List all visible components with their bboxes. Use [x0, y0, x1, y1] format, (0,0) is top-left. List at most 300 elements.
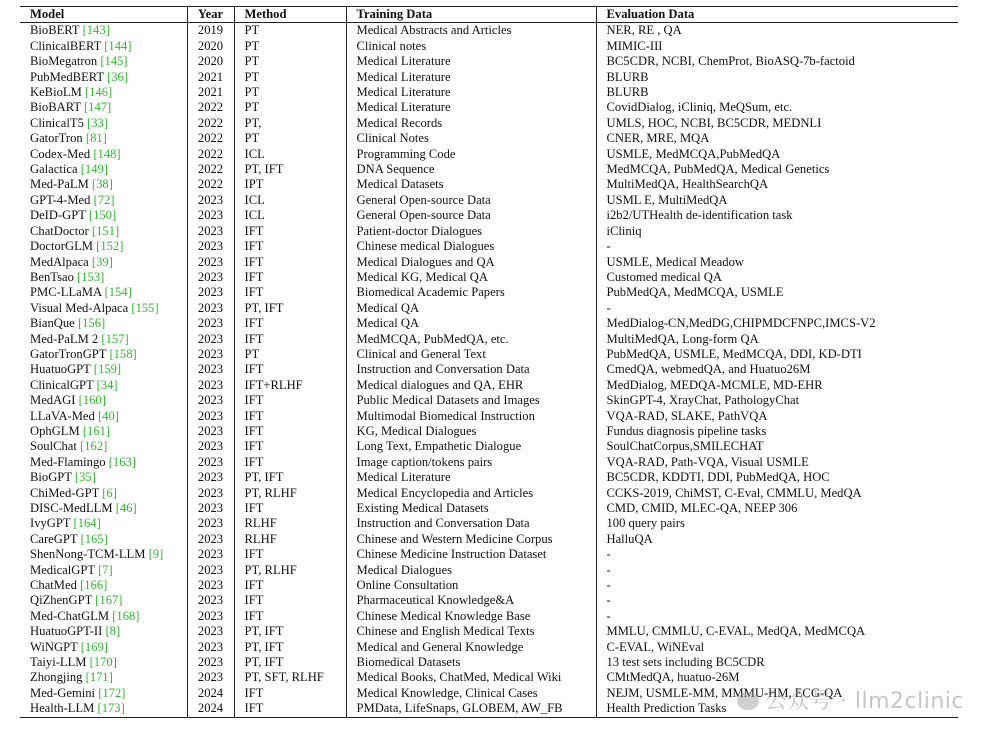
model-name: Med-PaLM 2	[30, 331, 99, 346]
cell-year: 2023	[187, 516, 234, 531]
cell-year: 2023	[187, 670, 234, 685]
cell-year: 2023	[187, 624, 234, 639]
cell-training: Chinese and English Medical Texts	[346, 624, 596, 639]
table-row	[20, 332, 958, 347]
cell-model	[20, 285, 187, 300]
cell-method: ICL	[234, 193, 346, 208]
cell-training: Multimodal Biomedical Instruction	[346, 409, 596, 424]
wechat-icon	[737, 692, 759, 710]
cell-year: 2023	[187, 532, 234, 547]
cell-method: IFT	[234, 224, 346, 239]
cell-training: Existing Medical Datasets	[346, 501, 596, 516]
cell-evaluation: MultiMedQA, Long-form QA	[596, 332, 958, 347]
cell-training: General Open-source Data	[346, 208, 596, 223]
cell-training: KG, Medical Dialogues	[346, 424, 596, 439]
table-row	[20, 362, 958, 377]
cell-evaluation: Health Prediction Tasks	[596, 701, 958, 717]
cell-model	[20, 301, 187, 316]
citation-link[interactable]: [172]	[98, 685, 126, 700]
cell-evaluation: NER, RE , QA	[596, 23, 958, 39]
cell-year: 2023	[187, 301, 234, 316]
model-name: Med-Flamingo	[30, 454, 106, 469]
cell-evaluation: iCliniq	[596, 224, 958, 239]
citation-link[interactable]: [144]	[104, 38, 132, 53]
model-name: ChiMed-GPT	[30, 485, 100, 500]
cell-training: Medical Literature	[346, 85, 596, 100]
citation-link[interactable]: [173]	[97, 701, 125, 716]
cell-method: IFT	[234, 501, 346, 516]
cell-method: PT, RLHF	[234, 563, 346, 578]
citation-link[interactable]: [164]	[73, 516, 101, 531]
cell-training: DNA Sequence	[346, 162, 596, 177]
citation-link[interactable]: [170]	[89, 655, 117, 670]
cell-evaluation: MedMCQA, PubMedQA, Medical Genetics	[596, 162, 958, 177]
citation-link[interactable]: [156]	[77, 316, 106, 331]
citation-link[interactable]: [7]	[97, 562, 113, 577]
table-row	[20, 563, 958, 578]
model-name: Health-LLM	[30, 701, 95, 716]
cell-year: 2024	[187, 686, 234, 701]
citation-link[interactable]: [171]	[85, 670, 113, 685]
citation-link[interactable]: [46]	[115, 501, 137, 515]
cell-training: Medical Literature	[346, 54, 596, 69]
cell-year: 2023	[187, 501, 234, 516]
citation-link[interactable]: [150]	[88, 208, 117, 223]
cell-training: Medical KG, Medical QA	[346, 270, 596, 285]
cell-training: Clinical notes	[346, 39, 596, 54]
cell-model	[20, 640, 187, 655]
cell-year: 2023	[187, 270, 234, 285]
cell-year: 2023	[187, 409, 234, 424]
model-name: BianQue	[30, 316, 75, 331]
cell-year: 2022	[187, 100, 234, 115]
cell-evaluation: C-EVAL, WiNEval	[596, 640, 958, 655]
citation-link[interactable]: [72]	[93, 192, 115, 207]
cell-evaluation: i2b2/UTHealth de-identification task	[596, 208, 958, 223]
cell-training: Instruction and Conversation Data	[346, 362, 596, 377]
cell-model	[20, 670, 187, 685]
cell-training: Clinical and General Text	[346, 347, 596, 362]
model-name: Zhongjing	[30, 670, 83, 685]
cell-training: Chinese and Western Medicine Corpus	[346, 532, 596, 547]
cell-method: IFT	[234, 285, 346, 300]
cell-model	[20, 362, 187, 377]
cell-evaluation: USMLE, MedMCQA,PubMedQA	[596, 147, 958, 162]
cell-evaluation: USMLE, Medical Meadow	[596, 255, 958, 270]
cell-evaluation: 100 query pairs	[596, 516, 958, 531]
model-name: BioBERT	[30, 23, 80, 38]
table-row	[20, 470, 958, 485]
cell-year: 2023	[187, 563, 234, 578]
cell-method: IFT	[234, 455, 346, 470]
citation-link[interactable]: [168]	[112, 608, 140, 623]
cell-method: PT	[234, 100, 346, 115]
citation-link[interactable]: [165]	[80, 531, 108, 546]
model-name: PMC-LLaMA	[30, 285, 102, 300]
cell-model	[20, 70, 187, 85]
cell-evaluation: CCKS-2019, ChiMST, C-Eval, CMMLU, MedQA	[596, 486, 958, 501]
table-row	[20, 455, 958, 470]
cell-evaluation: BC5CDR, NCBI, ChemProt, BioASQ-7b-factoid	[596, 54, 958, 69]
cell-model	[20, 270, 187, 285]
header-evaluation: Evaluation Data	[596, 7, 958, 23]
table-row	[20, 378, 958, 393]
citation-link[interactable]: [153]	[77, 269, 105, 284]
table-row	[20, 39, 958, 54]
cell-method: PT, RLHF	[234, 486, 346, 501]
cell-model	[20, 609, 187, 624]
model-name: GPT-4-Med	[30, 192, 91, 207]
cell-method: IPT	[234, 177, 346, 192]
table-row	[20, 162, 958, 177]
cell-evaluation: PubMedQA, MedMCQA, USMLE	[596, 285, 958, 300]
cell-training: Medical Datasets	[346, 177, 596, 192]
model-name: ClinicalBERT	[30, 38, 102, 53]
cell-method: PT,	[234, 116, 346, 131]
table-row	[20, 347, 958, 362]
cell-year: 2023	[187, 347, 234, 362]
citation-link[interactable]: [40]	[97, 408, 119, 423]
cell-training: Medical and General Knowledge	[346, 640, 596, 655]
cell-method: RLHF	[234, 532, 346, 547]
cell-model	[20, 593, 187, 608]
cell-year: 2022	[187, 147, 234, 162]
cell-method: IFT	[234, 255, 346, 270]
table-row	[20, 516, 958, 531]
cell-year: 2023	[187, 547, 234, 562]
cell-model	[20, 208, 187, 223]
cell-year: 2023	[187, 255, 234, 270]
citation-link[interactable]: [157]	[101, 331, 129, 346]
model-name: Med-ChatGLM	[30, 608, 110, 623]
header-training: Training Data	[346, 7, 596, 23]
citation-link[interactable]: [143]	[82, 23, 110, 38]
model-name: LLaVA-Med	[30, 408, 95, 423]
cell-model	[20, 177, 187, 192]
cell-training: Public Medical Datasets and Images	[346, 393, 596, 408]
table-row	[20, 147, 958, 162]
citation-link[interactable]: [158]	[109, 346, 137, 361]
cell-model	[20, 39, 187, 54]
model-name: DISC-MedLLM	[30, 501, 113, 515]
cell-model	[20, 193, 187, 208]
cell-evaluation: SkinGPT-4, XrayChat, PathologyChat	[596, 393, 958, 408]
cell-training: Long Text, Empathetic Dialogue	[346, 439, 596, 454]
cell-method: PT, IFT	[234, 162, 346, 177]
cell-training: Medical Encyclopedia and Articles	[346, 486, 596, 501]
citation-link[interactable]: [146]	[84, 85, 113, 100]
cell-training: General Open-source Data	[346, 193, 596, 208]
cell-model	[20, 85, 187, 100]
cell-method: PT, IFT	[234, 301, 346, 316]
model-name: ShenNong-TCM-LLM	[30, 547, 146, 562]
table-row	[20, 116, 958, 131]
cell-year: 2023	[187, 424, 234, 439]
cell-year: 2023	[187, 439, 234, 454]
header-row	[20, 7, 958, 23]
model-name: MedAlpaca	[30, 254, 89, 269]
cell-year: 2023	[187, 285, 234, 300]
cell-training: Medical QA	[346, 301, 596, 316]
cell-evaluation: VQA-RAD, SLAKE, PathVQA	[596, 409, 958, 424]
cell-training: Medical Literature	[346, 70, 596, 85]
cell-model	[20, 501, 187, 516]
cell-year: 2023	[187, 378, 234, 393]
cell-evaluation: UMLS, HOC, NCBI, BC5CDR, MEDNLI	[596, 116, 958, 131]
cell-method: PT	[234, 23, 346, 39]
cell-method: IFT	[234, 547, 346, 562]
citation-link[interactable]: [145]	[100, 54, 128, 69]
cell-method: PT, IFT	[234, 655, 346, 670]
citation-link[interactable]: [6]	[102, 485, 117, 500]
cell-model	[20, 332, 187, 347]
cell-evaluation: -	[596, 239, 958, 254]
cell-training: PMData, LifeSnaps, GLOBEM, AW_FB	[346, 701, 596, 717]
model-name: QiZhenGPT	[30, 593, 93, 608]
cell-model	[20, 532, 187, 547]
model-name: GatorTron	[30, 131, 83, 146]
citation-link[interactable]: [9]	[148, 547, 164, 562]
table-row	[20, 655, 958, 670]
cell-training: Medical QA	[346, 316, 596, 331]
model-name: DeID-GPT	[30, 208, 86, 223]
citation-link[interactable]: [160]	[78, 393, 106, 408]
cell-year: 2022	[187, 177, 234, 192]
cell-method: IFT	[234, 701, 346, 717]
cell-model	[20, 563, 187, 578]
citation-link[interactable]: [169]	[80, 639, 108, 654]
cell-evaluation: MMLU, CMMLU, C-EVAL, MedQA, MedMCQA	[596, 624, 958, 639]
cell-model	[20, 455, 187, 470]
citation-link[interactable]: [35]	[74, 470, 96, 485]
cell-training: Medical Books, ChatMed, Medical Wiki	[346, 670, 596, 685]
cell-year: 2023	[187, 593, 234, 608]
table-row	[20, 316, 958, 331]
cell-evaluation: NEJM, USMLE-MM, MMMU-HM, ECG-QA	[596, 686, 958, 701]
cell-training: Image caption/tokens pairs	[346, 455, 596, 470]
model-name: MedicalGPT	[30, 562, 95, 577]
cell-year: 2023	[187, 316, 234, 331]
cell-model	[20, 424, 187, 439]
table-row	[20, 593, 958, 608]
cell-training: Medical Knowledge, Clinical Cases	[346, 686, 596, 701]
table-row	[20, 301, 958, 316]
cell-evaluation: BLURB	[596, 70, 958, 85]
cell-model	[20, 100, 187, 115]
cell-method: PT, IFT	[234, 624, 346, 639]
header-year: Year	[187, 7, 234, 23]
cell-training: Chinese medical Dialogues	[346, 239, 596, 254]
citation-link[interactable]: [39]	[91, 254, 113, 269]
header-model: Model	[20, 7, 187, 23]
table-row	[20, 409, 958, 424]
cell-year: 2019	[187, 23, 234, 39]
citation-link[interactable]: [8]	[105, 624, 121, 639]
model-name: ChatDoctor	[30, 223, 89, 238]
citation-link[interactable]: [148]	[93, 146, 121, 161]
table-row	[20, 193, 958, 208]
cell-training: Biomedical Datasets	[346, 655, 596, 670]
table-row	[20, 100, 958, 115]
table-row	[20, 54, 958, 69]
model-name: HuatuoGPT	[30, 362, 91, 377]
citation-link[interactable]: [163]	[108, 454, 136, 469]
cell-year: 2023	[187, 224, 234, 239]
model-name: BenTsao	[30, 269, 74, 284]
cell-model	[20, 239, 187, 254]
cell-evaluation: -	[596, 578, 958, 593]
citation-link[interactable]: [81]	[85, 131, 107, 146]
cell-method: IFT+RLHF	[234, 378, 346, 393]
cell-method: PT, IFT	[234, 640, 346, 655]
cell-training: Medical Dialogues and QA	[346, 255, 596, 270]
citation-link[interactable]: [38]	[91, 177, 113, 192]
model-name: PubMedBERT	[30, 69, 104, 84]
cell-year: 2023	[187, 655, 234, 670]
cell-training: Programming Code	[346, 147, 596, 162]
cell-method: PT, SFT, RLHF	[234, 670, 346, 685]
model-name: KeBioLM	[30, 85, 82, 100]
cell-method: IFT	[234, 609, 346, 624]
cell-model	[20, 224, 187, 239]
cell-training: Chinese Medicine Instruction Dataset	[346, 547, 596, 562]
watermark	[737, 684, 964, 715]
cell-year: 2023	[187, 486, 234, 501]
cell-evaluation: HalluQA	[596, 532, 958, 547]
cell-model	[20, 116, 187, 131]
cell-method: IFT	[234, 424, 346, 439]
cell-training: Biomedical Academic Papers	[346, 285, 596, 300]
cell-method: PT	[234, 39, 346, 54]
cell-year: 2023	[187, 332, 234, 347]
citation-link[interactable]: [166]	[80, 578, 108, 593]
cell-model	[20, 655, 187, 670]
model-name: WiNGPT	[30, 639, 78, 654]
cell-method: PT, IFT	[234, 470, 346, 485]
cell-evaluation: MedDialog-CN,MedDG,CHIPMDCFNPC,IMCS-V2	[596, 316, 958, 331]
citation-link[interactable]: [167]	[95, 593, 123, 608]
cell-year: 2020	[187, 39, 234, 54]
cell-evaluation: CNER, MRE, MQA	[596, 131, 958, 146]
citation-link[interactable]: [147]	[83, 100, 112, 115]
cell-evaluation: Customed medical QA	[596, 270, 958, 285]
model-name: Med-Gemini	[30, 685, 96, 700]
citation-link[interactable]: [149]	[80, 162, 108, 177]
cell-year: 2023	[187, 455, 234, 470]
model-name: ClinicalGPT	[30, 377, 94, 392]
cell-evaluation: CmedQA, webmedQA, and Huatuo26M	[596, 362, 958, 377]
cell-year: 2022	[187, 131, 234, 146]
header-method: Method	[234, 7, 346, 23]
cell-method: ICL	[234, 147, 346, 162]
citation-link[interactable]: [162]	[80, 439, 108, 454]
cell-training: Medical Records	[346, 116, 596, 131]
cell-evaluation: Fundus diagnosis pipeline tasks	[596, 424, 958, 439]
citation-link[interactable]: [33]	[87, 115, 109, 130]
watermark-text: 公众号 · llm2clinic	[764, 689, 964, 714]
cell-method: PT	[234, 85, 346, 100]
cell-model	[20, 347, 187, 362]
llm-table	[20, 6, 958, 718]
model-name: BioBART	[30, 100, 81, 115]
cell-year: 2023	[187, 239, 234, 254]
citation-link[interactable]: [34]	[96, 377, 118, 392]
cell-method: PT	[234, 131, 346, 146]
cell-year: 2021	[187, 85, 234, 100]
cell-model	[20, 54, 187, 69]
cell-evaluation: -	[596, 609, 958, 624]
cell-evaluation: MultiMedQA, HealthSearchQA	[596, 177, 958, 192]
citation-link[interactable]: [161]	[82, 423, 111, 438]
cell-method: IFT	[234, 332, 346, 347]
cell-model	[20, 147, 187, 162]
cell-year: 2023	[187, 393, 234, 408]
model-name: GatorTronGPT	[30, 346, 107, 361]
model-name: Galactica	[30, 162, 78, 177]
table-row	[20, 640, 958, 655]
citation-link[interactable]: [155]	[131, 300, 159, 315]
cell-model	[20, 409, 187, 424]
cell-model	[20, 378, 187, 393]
table-row	[20, 70, 958, 85]
table-row	[20, 609, 958, 624]
table-row	[20, 270, 958, 285]
cell-method: IFT	[234, 270, 346, 285]
cell-evaluation: MedDialog, MEDQA-MCMLE, MD-EHR	[596, 378, 958, 393]
cell-evaluation: SoulChatCorpus,SMILECHAT	[596, 439, 958, 454]
cell-year: 2022	[187, 116, 234, 131]
cell-year: 2023	[187, 578, 234, 593]
cell-year: 2023	[187, 640, 234, 655]
cell-training: Instruction and Conversation Data	[346, 516, 596, 531]
cell-evaluation: CMD, CMID, MLEC-QA, NEEP 306	[596, 501, 958, 516]
cell-training: Online Consultation	[346, 578, 596, 593]
citation-link[interactable]: [159]	[93, 362, 122, 377]
cell-model	[20, 131, 187, 146]
cell-method: IFT	[234, 439, 346, 454]
table-row	[20, 578, 958, 593]
cell-model	[20, 686, 187, 701]
table-row	[20, 224, 958, 239]
citation-link[interactable]: [151]	[91, 223, 120, 238]
citation-link[interactable]: [154]	[104, 285, 132, 300]
cell-year: 2024	[187, 701, 234, 717]
table-row	[20, 239, 958, 254]
model-name: CareGPT	[30, 531, 78, 546]
cell-method: PT	[234, 347, 346, 362]
model-name: HuatuoGPT-II	[30, 624, 103, 639]
model-name: ChatMed	[30, 578, 77, 593]
cell-training: Medical Dialogues	[346, 563, 596, 578]
cell-method: IFT	[234, 409, 346, 424]
cell-year: 2021	[187, 70, 234, 85]
cell-method: IFT	[234, 686, 346, 701]
table-row	[20, 255, 958, 270]
citation-link[interactable]: [152]	[96, 239, 124, 254]
cell-model	[20, 547, 187, 562]
cell-method: IFT	[234, 316, 346, 331]
citation-link[interactable]: [36]	[107, 69, 129, 84]
table-row	[20, 547, 958, 562]
cell-model	[20, 316, 187, 331]
cell-evaluation: USML E, MultiMedQA	[596, 193, 958, 208]
model-name: Med-PaLM	[30, 177, 89, 192]
table-row	[20, 177, 958, 192]
model-name: IvyGPT	[30, 516, 71, 531]
cell-model	[20, 439, 187, 454]
cell-evaluation: -	[596, 563, 958, 578]
cell-model	[20, 470, 187, 485]
